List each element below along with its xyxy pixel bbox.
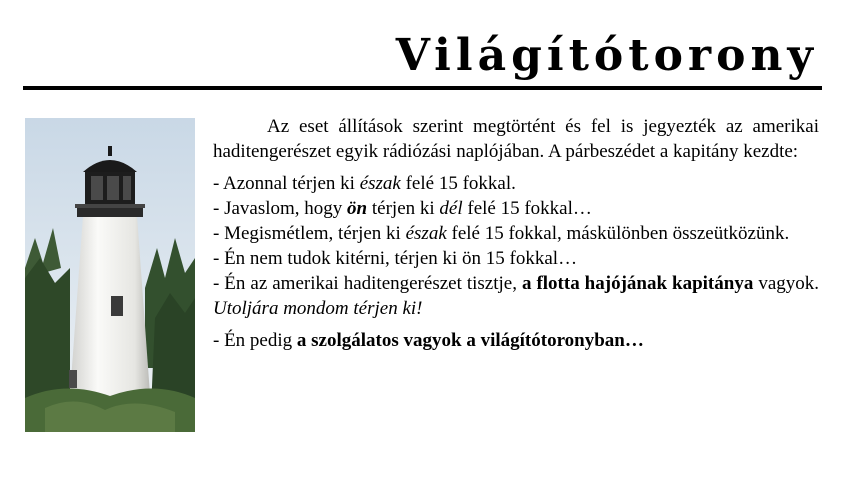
dialogue-line-2 (213, 196, 819, 221)
dialogue-text: felé 15 fokkal, máskülönben összeütközünk. (446, 223, 790, 244)
title-underline (23, 86, 822, 90)
dialogue-italic: észak (359, 173, 401, 194)
dialogue-italic: észak (405, 223, 447, 244)
dialogue-bold-italic: ön (347, 198, 368, 219)
dialogue-text: felé 15 fokkal… (462, 198, 592, 219)
dialogue-text: - Megismétlem, térjen ki (213, 223, 406, 244)
dialogue-line-6 (213, 328, 819, 353)
page-title: Világítótorony (395, 30, 818, 81)
dialogue-italic: Utoljára mondom térjen ki! (213, 298, 423, 319)
dialogue-line-5 (213, 271, 819, 321)
dialogue-bold: a flotta hajójának kapitánya (521, 273, 754, 294)
dialogue-text: - Én nem tudok kitérni, térjen ki ön 15 fokkal… (213, 248, 578, 269)
dialogue-text: felé 15 fokkal. (400, 173, 516, 194)
dialogue-bold: a szolgálatos vagyok a világítótoronyban… (296, 330, 644, 351)
intro-paragraph: Az eset állítások szerint megtörtént és fel is jegyezték az amerikai haditengerészet egyik rádiózási naplójában. A párbeszédet a kapitány kezdte: (213, 116, 819, 162)
dialogue-line-3 (213, 221, 819, 246)
dialogue-line-1 (213, 171, 819, 196)
dialogue-line-4 (213, 246, 819, 271)
story-text (213, 114, 819, 353)
dialogue-italic: dél (439, 198, 463, 219)
dialogue-text: - Én az amerikai haditengerészet tisztje, (213, 273, 522, 294)
dialogue-text: - Javaslom, hogy (213, 198, 348, 219)
dialogue-text: - Azonnal térjen ki (213, 173, 360, 194)
dialogue-text: vagyok. (753, 273, 819, 294)
lighthouse-photo (25, 118, 195, 432)
dialogue-text: - Én pedig (213, 330, 297, 351)
dialogue-text: térjen ki (367, 198, 440, 219)
